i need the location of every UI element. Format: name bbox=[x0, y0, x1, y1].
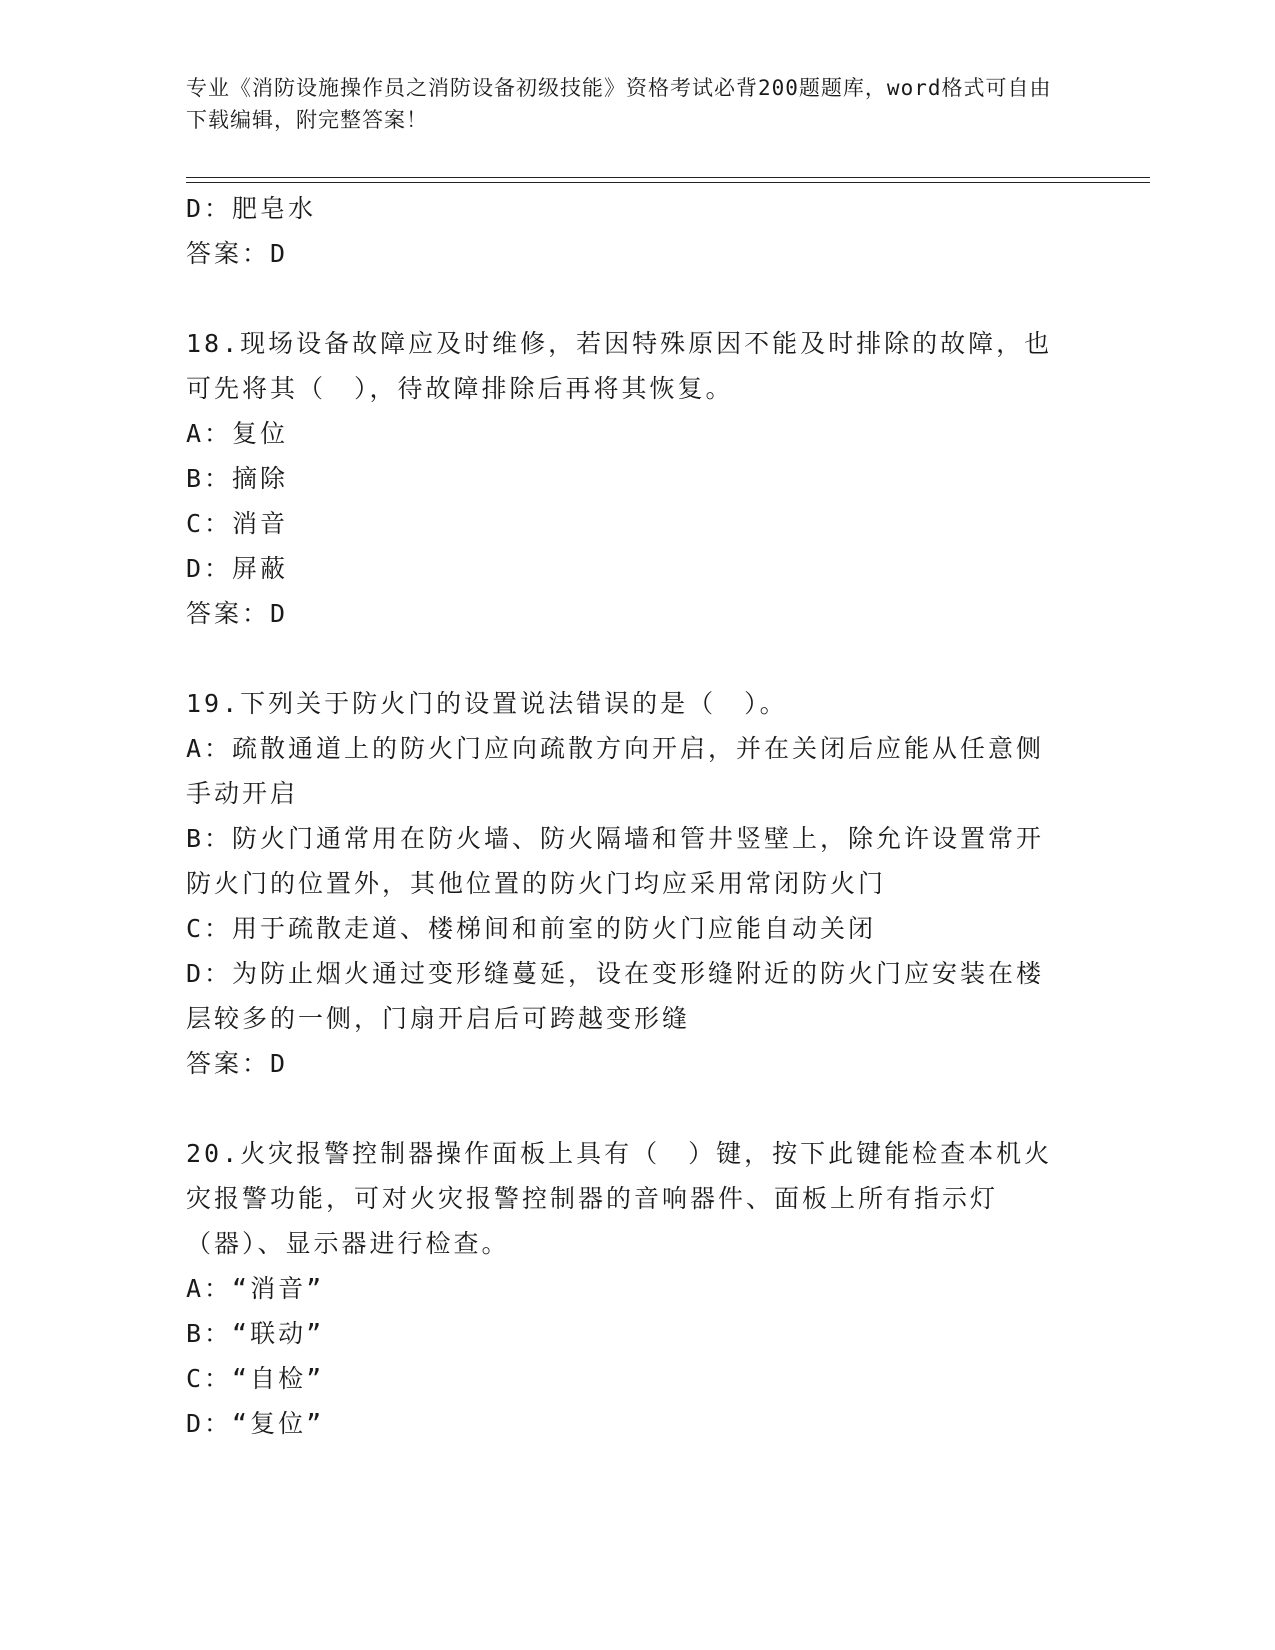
question-stem: 18.现场设备故障应及时维修，若因特殊原因不能及时排除的故障，也可先将其（ ），待故障排除后再将其恢复。 bbox=[186, 329, 1053, 403]
question-20 bbox=[186, 1131, 1066, 1446]
question-stem: 20.火灾报警控制器操作面板上具有（ ）键，按下此键能检查本机火灾报警功能，可对火灾报警控制器的音响器件、面板上所有指示灯（器）、显示器进行检查。 bbox=[186, 1139, 1053, 1258]
question-content bbox=[186, 186, 1066, 1446]
option-c: C：“自检” bbox=[186, 1364, 325, 1393]
option-c: C：用于疏散走道、楼梯间和前室的防火门应能自动关闭 bbox=[186, 914, 877, 943]
option-b: B：摘除 bbox=[186, 464, 289, 493]
option-d: D：“复位” bbox=[186, 1409, 325, 1438]
answer-line: 答案：D bbox=[186, 239, 289, 268]
document-header: 专业《消防设施操作员之消防设备初级技能》资格考试必背200题题库，word格式可自由下载编辑，附完整答案！ bbox=[186, 76, 1052, 132]
option-c: C：消音 bbox=[186, 509, 289, 538]
question-18 bbox=[186, 321, 1066, 636]
answer-line: 答案：D bbox=[186, 1049, 289, 1078]
header-divider-top bbox=[186, 177, 1150, 178]
question-19 bbox=[186, 681, 1066, 1086]
option-a: A：复位 bbox=[186, 419, 289, 448]
option-a: A：疏散通道上的防火门应向疏散方向开启，并在关闭后应能从任意侧手动开启 bbox=[186, 734, 1045, 808]
option-d: D：屏蔽 bbox=[186, 554, 289, 583]
option-b: B：防火门通常用在防火墙、防火隔墙和管井竖壁上，除允许设置常开防火门的位置外，其他位置的防火门均应采用常闭防火门 bbox=[186, 824, 1045, 898]
option-d: D：为防止烟火通过变形缝蔓延，设在变形缝附近的防火门应安装在楼层较多的一侧，门扇开启后可跨越变形缝 bbox=[186, 959, 1045, 1033]
answer-line: 答案：D bbox=[186, 599, 289, 628]
question-stem: 19.下列关于防火门的设置说法错误的是（ ）。 bbox=[186, 689, 788, 718]
question-17-tail bbox=[186, 186, 1066, 276]
option-d: D：肥皂水 bbox=[186, 194, 317, 223]
option-a: A：“消音” bbox=[186, 1274, 325, 1303]
option-b: B：“联动” bbox=[186, 1319, 325, 1348]
header-divider-bottom bbox=[186, 182, 1150, 183]
